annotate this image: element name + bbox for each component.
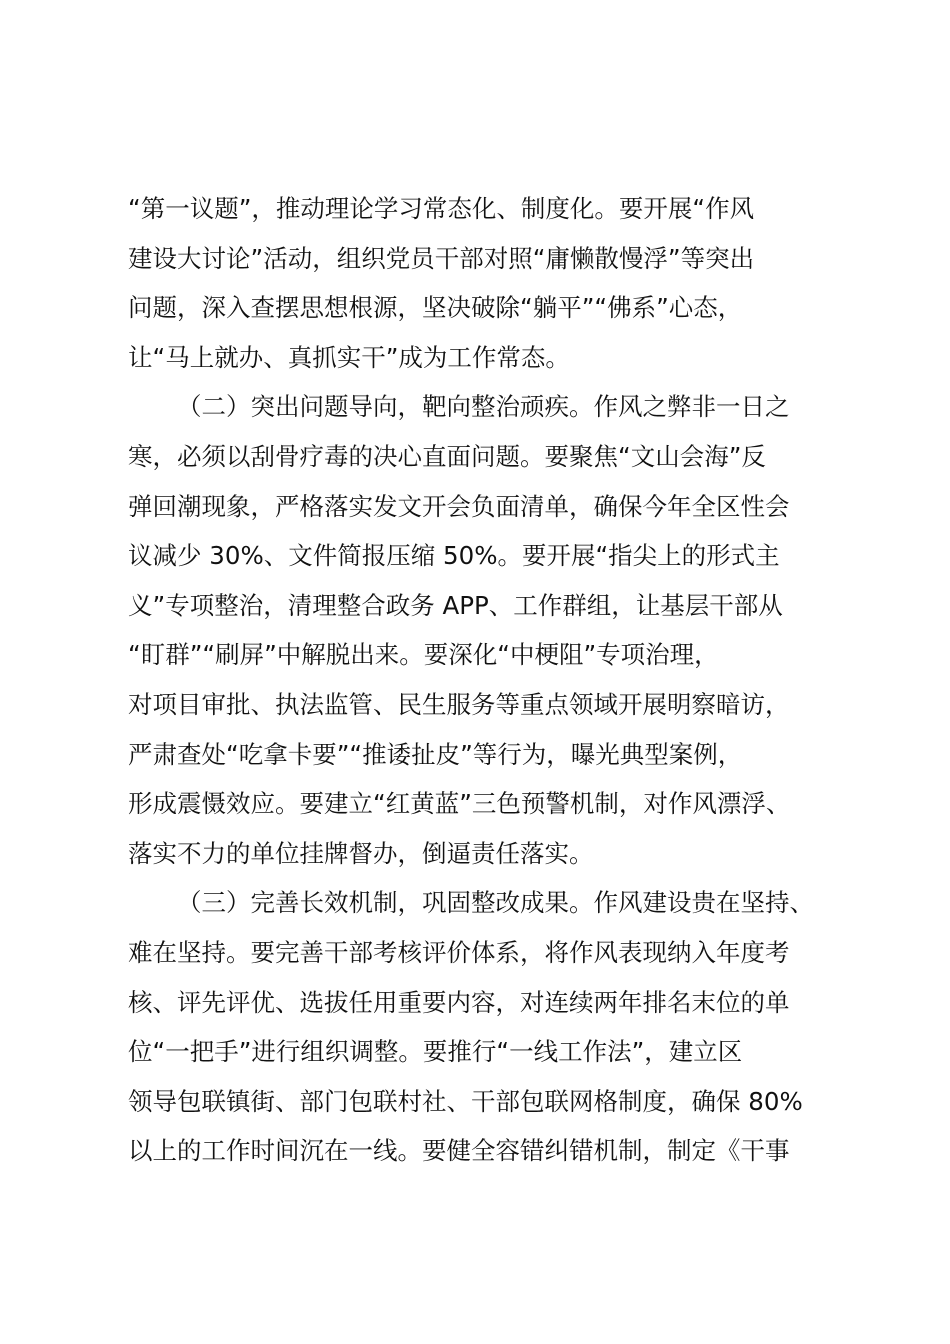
- text-line: 核、评先评优、选拔任用重要内容，对连续两年排名末位的单: [128, 987, 790, 1017]
- text-line: 严肃查处“吃拿卡要”“推诿扯皮”等行为，曝光典型案例，: [128, 739, 743, 769]
- text-line: 义”专项整治，清理整合政务 APP、工作群组，让基层干部从: [128, 590, 783, 620]
- text-line: 形成震慑效应。要建立“红黄蓝”三色预警机制，对作风漂浮、: [128, 789, 791, 819]
- text-line: 寒，必须以刮骨疗毒的决心直面问题。要聚焦“文山会海”反: [128, 441, 766, 471]
- text-line: 难在坚持。要完善干部考核评价体系，将作风表现纳入年度考: [128, 937, 790, 967]
- text-line: 落实不力的单位挂牌督办，倒逼责任落实。: [128, 838, 594, 868]
- text-line: 领导包联镇街、部门包联村社、干部包联网格制度，确保 80%: [128, 1086, 803, 1116]
- text-line: 建设大讨论”活动，组织党员干部对照“庸懒散慢浮”等突出: [128, 243, 755, 273]
- text-line: 议减少 30%、文件简报压缩 50%。要开展“指尖上的形式主: [128, 541, 780, 571]
- text-line: 以上的工作时间沉在一线。要健全容错纠错机制，制定《干事: [128, 1136, 790, 1166]
- text-line: 位“一把手”进行组织调整。要推行“一线工作法”，建立区: [128, 1037, 743, 1067]
- section-heading-line: （二）突出问题导向，靶向整治顽疾。作风之弊非一日之: [177, 392, 790, 422]
- text-line: “盯群”“刷屏”中解脱出来。要深化“中梗阻”专项治理，: [128, 640, 719, 670]
- text-line: 对项目审批、执法监管、民生服务等重点领域开展明察暗访，: [128, 689, 790, 719]
- text-line: 让“马上就办、真抓实干”成为工作常态。: [128, 342, 570, 372]
- text-line: 问题，深入查摆思想根源，坚决破除“躺平”“佛系”心态，: [128, 293, 743, 323]
- body-text: [128, 184, 840, 1176]
- text-line: 弹回潮现象，严格落实发文开会负面清单，确保今年全区性会: [128, 491, 790, 521]
- section-heading-line: （三）完善长效机制，巩固整改成果。作风建设贵在坚持、: [177, 888, 814, 918]
- text-line: “第一议题”，推动理论学习常态化、制度化。要开展“作风: [128, 194, 755, 223]
